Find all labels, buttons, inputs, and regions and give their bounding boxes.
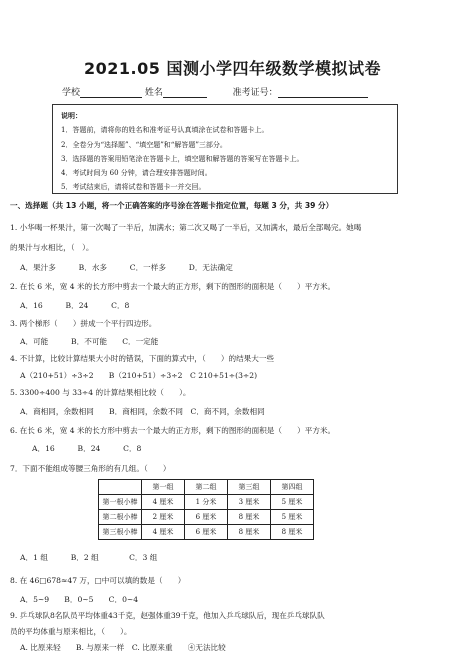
- answer-options: A．果汁多 B．水多 C．一样多 D．无法确定: [20, 263, 233, 272]
- answer-options: A．16 B．24 C．8: [32, 444, 142, 453]
- instruction-item: 1．答题前，请将你的姓名和准考证号认真填涂在试卷和答题卡上。: [61, 126, 269, 135]
- table-cell: 8 厘米: [228, 525, 271, 540]
- table-cell: 第二根小棒: [99, 510, 142, 525]
- table-cell: 第二组: [185, 480, 228, 495]
- section-title: 一、选择题（共 13 小题，将一个正确答案的序号涂在答题卡指定位置，每题 3 分，共 39 分）: [10, 201, 334, 210]
- instruction-item: 3．选择题的答案用铅笔涂在答题卡上，填空题和解答题的答案写在答题卡上。: [61, 154, 304, 163]
- school-field[interactable]: [80, 87, 142, 98]
- instructions-box: [52, 104, 398, 194]
- question-line: 4. 不计算，比较计算结果大小时的错误，下面的算式中，（ ）的结果大一些: [10, 354, 275, 363]
- name-field[interactable]: [163, 87, 207, 98]
- table-row: [99, 525, 314, 540]
- instructions-heading: 说明：: [61, 112, 82, 120]
- table-cell: 第一组: [142, 480, 185, 495]
- table-cell: 6 厘米: [185, 525, 228, 540]
- question-line: 1. 小华喝一杯果汁，第一次喝了一半后，加满水；第二次又喝了一半后，又加满水，最后全部喝完。她喝: [10, 223, 362, 232]
- question-line: 8. 在 46□678≈47 万，□中可以填的数是（ ）: [10, 576, 186, 585]
- answer-options: A．商相同，余数相同 B．商相同，余数不同 C．商不同，余数相同: [20, 407, 265, 416]
- question-line: 2. 在长 6 米，宽 4 米的长方形中剪去一个最大的正方形，剩下的图形的面积是（ ）平方米。: [10, 282, 336, 291]
- answer-options: A（210+51）÷3÷2 B（210+51）÷3÷2 C 210+51÷(3÷2): [20, 371, 258, 380]
- table-row: [99, 495, 314, 510]
- school-label: 学校: [62, 88, 81, 98]
- answer-options: A. 比原来轻 B. 与原来一样 C. 比原来重 ④无法比较: [20, 643, 226, 652]
- instruction-item: 2．全卷分为“选择题”、“填空题”和“解答题”三部分。: [61, 140, 227, 149]
- question-line: 7．下面不能组成等腰三角形的有几组。（ ）: [10, 464, 171, 473]
- table-cell: 4 厘米: [142, 525, 185, 540]
- exam-number-field[interactable]: [278, 87, 368, 98]
- answer-options: A．5~9 B．0~5 C．0~4: [20, 595, 139, 604]
- question-line: 9. 乒乓球队8名队员平均体重43千克，赵强体重39千克，他加入乒乓球队后，现在乒乓球队队: [10, 611, 325, 620]
- question-line: 6. 在长 6 米，宽 4 米的长方形中剪去一个最大的正方形，剩下的图形的面积是（ ）平方米。: [10, 426, 336, 435]
- table-row: [99, 510, 314, 525]
- instruction-item: 5．考试结束后，请将试卷和答题卡一并交回。: [61, 183, 206, 192]
- instruction-item: 4．考试时间为 60 分钟，请合理安排答题时间。: [61, 169, 212, 178]
- table-cell: 3 厘米: [228, 495, 271, 510]
- exam-number-label: 准考证号：: [232, 88, 278, 98]
- table-cell: 第一根小棒: [99, 495, 142, 510]
- stick-length-table: [98, 479, 314, 540]
- table-cell: 1 分米: [185, 495, 228, 510]
- table-cell: 5 厘米: [271, 510, 314, 525]
- question-line: 5. 3300÷400 与 33÷4 的计算结果相比较（ ）。: [10, 388, 191, 397]
- table-cell: 第三根小棒: [99, 525, 142, 540]
- table-cell: 6 厘米: [185, 510, 228, 525]
- name-label: 姓名: [144, 88, 163, 98]
- table-cell: [99, 480, 142, 495]
- answer-options: A．1 组 B．2 组 C．3 组: [20, 553, 158, 562]
- question-line: 员的平均体重与原来相比，（ ）。: [10, 627, 132, 636]
- table-cell: 第三组: [228, 480, 271, 495]
- table-cell: 5 厘米: [271, 495, 314, 510]
- table-cell: 8 厘米: [271, 525, 314, 540]
- exam-title: 2021.05 国测小学四年级数学模拟试卷: [84, 59, 381, 78]
- table-cell: 4 厘米: [142, 495, 185, 510]
- answer-options: A．16 B．24 C．8: [20, 301, 130, 310]
- question-line: 3. 两个梯形（ ）拼成一个平行四边形。: [10, 319, 157, 328]
- table-header-row: [99, 480, 314, 495]
- student-info-row: [62, 85, 368, 98]
- answer-options: A．可能 B．不可能 C．一定能: [20, 337, 159, 346]
- table-cell: 2 厘米: [142, 510, 185, 525]
- question-line: 的果汁与水相比，（ ）。: [10, 243, 94, 252]
- table-cell: 第四组: [271, 480, 314, 495]
- table-cell: 8 厘米: [228, 510, 271, 525]
